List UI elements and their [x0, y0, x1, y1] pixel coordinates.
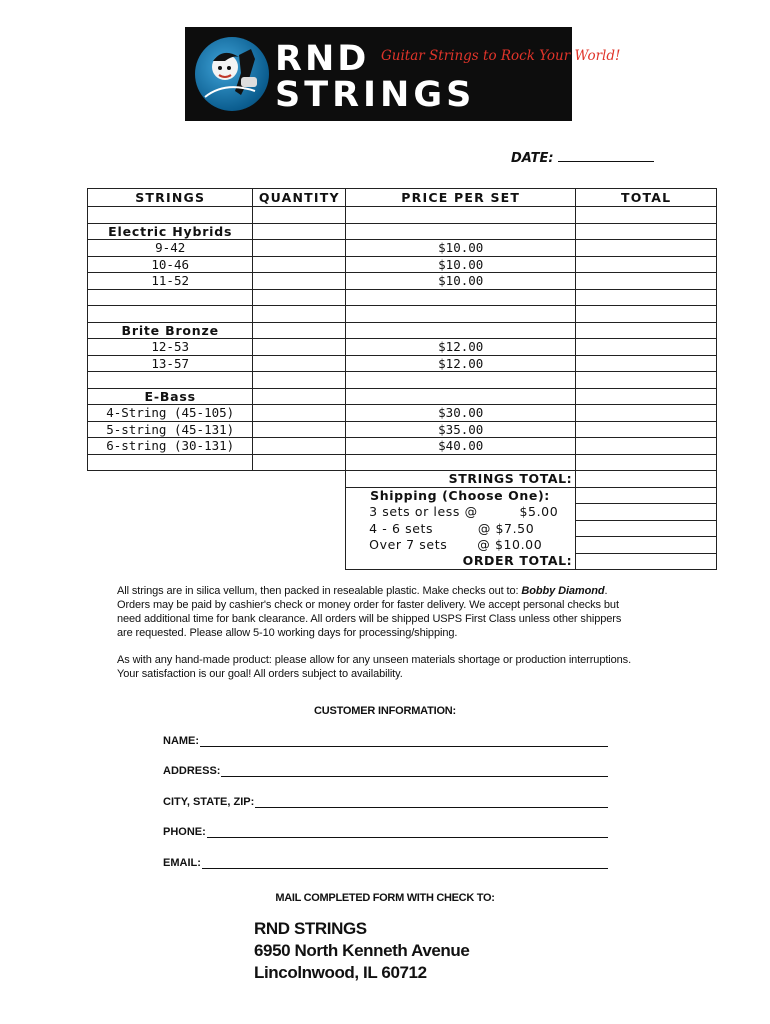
header-strings: STRINGS [88, 189, 253, 207]
quantity-cell[interactable] [253, 256, 346, 273]
address-field[interactable] [163, 765, 608, 777]
quantity-cell[interactable] [253, 273, 346, 290]
brand-line-2: STRINGS [275, 75, 476, 115]
mail-instructions-title: MAIL COMPLETED FORM WITH CHECK TO: [275, 892, 495, 904]
address-label: ADDRESS: [163, 765, 221, 777]
shipping-label: Shipping (Choose One): [346, 487, 576, 504]
name-field[interactable] [163, 735, 608, 747]
table-row [88, 405, 717, 422]
price-cell: $10.00 [346, 273, 576, 290]
order-table [87, 188, 717, 570]
name-label: NAME: [163, 735, 200, 747]
shipping-option-1[interactable] [346, 504, 576, 521]
table-row [88, 289, 717, 306]
phone-field[interactable] [163, 826, 608, 838]
group-electric-hybrids: Electric Hybrids [88, 223, 253, 240]
mailing-address [254, 918, 469, 984]
table-row [88, 421, 717, 438]
item-label: 6-string (30-131) [88, 438, 253, 455]
address-line-company: RND STRINGS [254, 919, 367, 938]
shipping-option-price: @ $10.00 [477, 537, 543, 552]
table-row [88, 256, 717, 273]
item-label: 11-52 [88, 273, 253, 290]
email-field[interactable] [163, 857, 608, 869]
shipping-option-price: @ $7.50 [477, 520, 535, 536]
address-input-line[interactable] [221, 767, 608, 777]
total-cell[interactable] [576, 339, 717, 356]
notes-paragraph-1: All strings are in silica vellum, then packed in resealable plastic. Make checks out to: Bobby Diamond. Orders may be paid by cashier's check or money order for faster delivery. We accept personal checks but need additional time for bank clearance. All orders will be shipped USPS First Class unless other shippers are requested. Please allow 5-10 working days for processing/shipping. [117, 585, 622, 639]
price-cell: $10.00 [346, 256, 576, 273]
quantity-cell[interactable] [253, 240, 346, 257]
email-label: EMAIL: [163, 857, 201, 869]
table-row [88, 322, 717, 339]
shipping-option-3[interactable] [346, 537, 576, 554]
customer-info-title: CUSTOMER INFORMATION: [313, 705, 457, 717]
total-cell[interactable] [576, 438, 717, 455]
city-state-zip-label: CITY, STATE, ZIP: [163, 796, 255, 808]
item-label: 12-53 [88, 339, 253, 356]
strings-total-row [88, 471, 717, 488]
table-row [88, 240, 717, 257]
payee-name: Bobby Diamond [521, 585, 605, 597]
date-label: DATE: [511, 151, 554, 166]
header-total: TOTAL [576, 189, 717, 207]
shipping-total-cell[interactable] [576, 487, 717, 504]
table-row [88, 339, 717, 356]
shipping-option-price: $5.00 [519, 504, 559, 519]
order-notes [117, 584, 637, 694]
shipping-option-range: Over 7 sets [369, 537, 448, 552]
table-row [88, 372, 717, 389]
price-cell: $12.00 [346, 339, 576, 356]
shipping-option-range: 3 sets or less @ [369, 504, 478, 519]
item-label: 5-string (45-131) [88, 421, 253, 438]
price-cell: $10.00 [346, 240, 576, 257]
date-blank-line[interactable] [558, 150, 654, 162]
table-row [88, 355, 717, 372]
tagline: Guitar Strings to Rock Your World! [381, 48, 621, 64]
table-header-row [88, 189, 717, 207]
header-quantity: QUANTITY [253, 189, 346, 207]
quantity-cell[interactable] [253, 339, 346, 356]
total-cell[interactable] [576, 240, 717, 257]
quantity-cell[interactable] [253, 405, 346, 422]
strings-total-cell[interactable] [576, 471, 717, 488]
order-total-cell[interactable] [576, 553, 717, 570]
group-brite-bronze: Brite Bronze [88, 322, 253, 339]
item-label: 9-42 [88, 240, 253, 257]
price-cell: $12.00 [346, 355, 576, 372]
quantity-cell[interactable] [253, 355, 346, 372]
shipping-option-2[interactable] [346, 520, 576, 537]
email-input-line[interactable] [202, 859, 608, 869]
table-row [88, 223, 717, 240]
name-input-line[interactable] [200, 737, 608, 747]
group-e-bass: E-Bass [88, 388, 253, 405]
brand-line-1: RND [275, 39, 370, 79]
table-row [88, 306, 717, 323]
address-line-city: Lincolnwood, IL 60712 [254, 963, 427, 982]
order-total-row [88, 553, 717, 570]
item-label: 10-46 [88, 256, 253, 273]
table-row [88, 438, 717, 455]
price-cell: $35.00 [346, 421, 576, 438]
header-banner [185, 27, 621, 121]
shipping-option-range: 4 - 6 sets [369, 520, 434, 536]
shipping-option-row [88, 504, 717, 521]
price-cell: $30.00 [346, 405, 576, 422]
strings-total-label: STRINGS TOTAL: [346, 471, 576, 488]
order-total-label: ORDER TOTAL: [346, 553, 576, 570]
table-row [88, 454, 717, 471]
header-price-per-set: PRICE PER SET [346, 189, 576, 207]
shipping-option-row [88, 520, 717, 537]
item-label: 13-57 [88, 355, 253, 372]
total-cell[interactable] [576, 421, 717, 438]
shipping-option-row [88, 537, 717, 554]
total-cell[interactable] [576, 405, 717, 422]
notes-paragraph-2: As with any hand-made product: please allow for any unseen materials shortage or production interruptions. Your satisfaction is our goal! All orders subject to availability. [117, 654, 632, 680]
price-cell: $40.00 [346, 438, 576, 455]
total-cell[interactable] [576, 355, 717, 372]
shipping-row [88, 487, 717, 504]
date-field[interactable] [511, 150, 654, 166]
phone-input-line[interactable] [207, 828, 608, 838]
table-row [88, 273, 717, 290]
city-state-zip-field[interactable] [163, 796, 608, 808]
table-row [88, 207, 717, 224]
address-line-street: 6950 North Kenneth Avenue [254, 941, 470, 960]
total-cell[interactable] [576, 256, 717, 273]
item-label: 4-String (45-105) [88, 405, 253, 422]
quantity-cell[interactable] [253, 421, 346, 438]
guitarist-logo-icon [195, 37, 269, 111]
phone-label: PHONE: [163, 826, 206, 838]
table-row [88, 388, 717, 405]
total-cell[interactable] [576, 273, 717, 290]
city-state-zip-input-line[interactable] [255, 798, 608, 808]
quantity-cell[interactable] [253, 438, 346, 455]
